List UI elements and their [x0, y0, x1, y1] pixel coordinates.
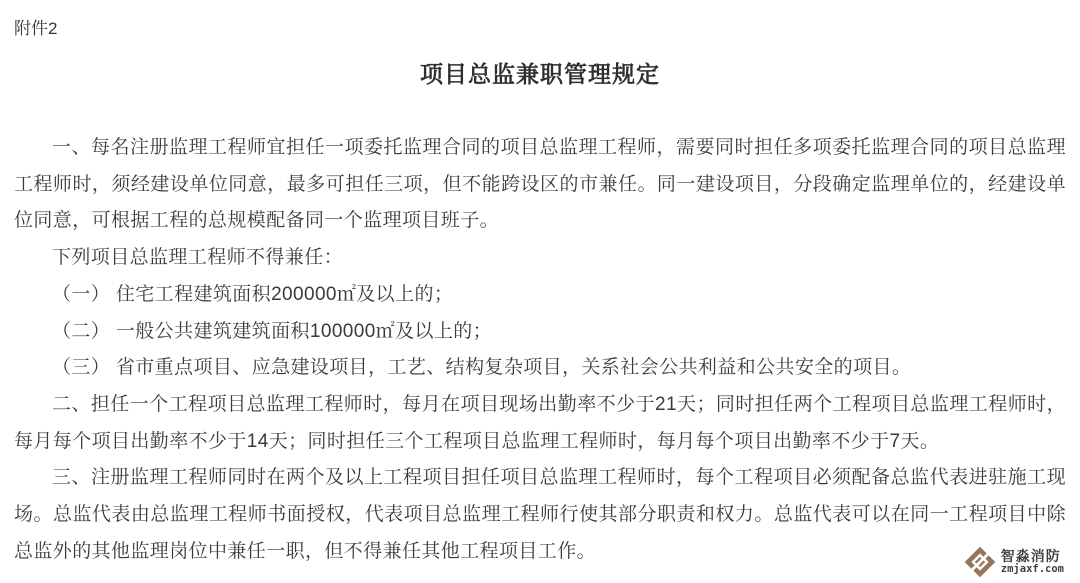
attachment-label: 附件2 [14, 19, 58, 38]
page-title: 项目总监兼职管理规定 [420, 61, 660, 87]
paragraph-list-item-2: （二） 一般公共建筑建筑面积100000㎡及以上的； [52, 320, 493, 342]
paragraph-list-item-1: （一） 住宅工程建筑面积200000㎡及以上的； [52, 283, 454, 305]
paragraph-rule-3: 三、注册监理工程师同时在两个及以上工程项目担任项目总监理工程师时，每个工程项目必须配备总监代表进驻施工现场。总监代表由总监理工程师书面授权，代表项目总监理工程师行使其部分职责和权力。总监代表可以在同一工程项目中除总监外的其他监理岗位中兼任一职，但不得兼任其他工程项目工作。 [14, 467, 1066, 562]
watermark-brand: 智淼消防 [1000, 548, 1061, 565]
paragraph-rule-2: 二、担任一个工程项目总监理工程师时，每月在项目现场出勤率不少于21天；同时担任两个工程项目总监理工程师时，每月每个项目出勤率不少于14天；同时担任三个工程项目总监理工程师时，每月每个项目出勤率不少于7天。 [14, 393, 1066, 452]
site-watermark [964, 546, 1064, 578]
paragraph-rule-list-intro: 下列项目总监理工程师不得兼任： [52, 247, 344, 269]
paragraph-rule-1: 一、每名注册监理工程师宜担任一项委托监理合同的项目总监理工程师，需要同时担任多项委托监理合同的项目总监理工程师时，须经建设单位同意，最多可担任三项，但不能跨设区的市兼任。同一建设项目，分段确定监理单位的，经建设单位同意，可根据工程的总规模配备同一个监理项目班子。 [14, 137, 1066, 232]
watermark-text [1001, 549, 1064, 575]
paragraph-list-item-3: （三） 省市重点项目、应急建设项目，工艺、结构复杂项目，关系社会公共利益和公共安全的项目。 [52, 357, 912, 379]
document-body [14, 130, 1066, 570]
watermark-domain: zmjaxf.com [1000, 562, 1064, 575]
zhimiao-logo-icon [964, 546, 996, 578]
